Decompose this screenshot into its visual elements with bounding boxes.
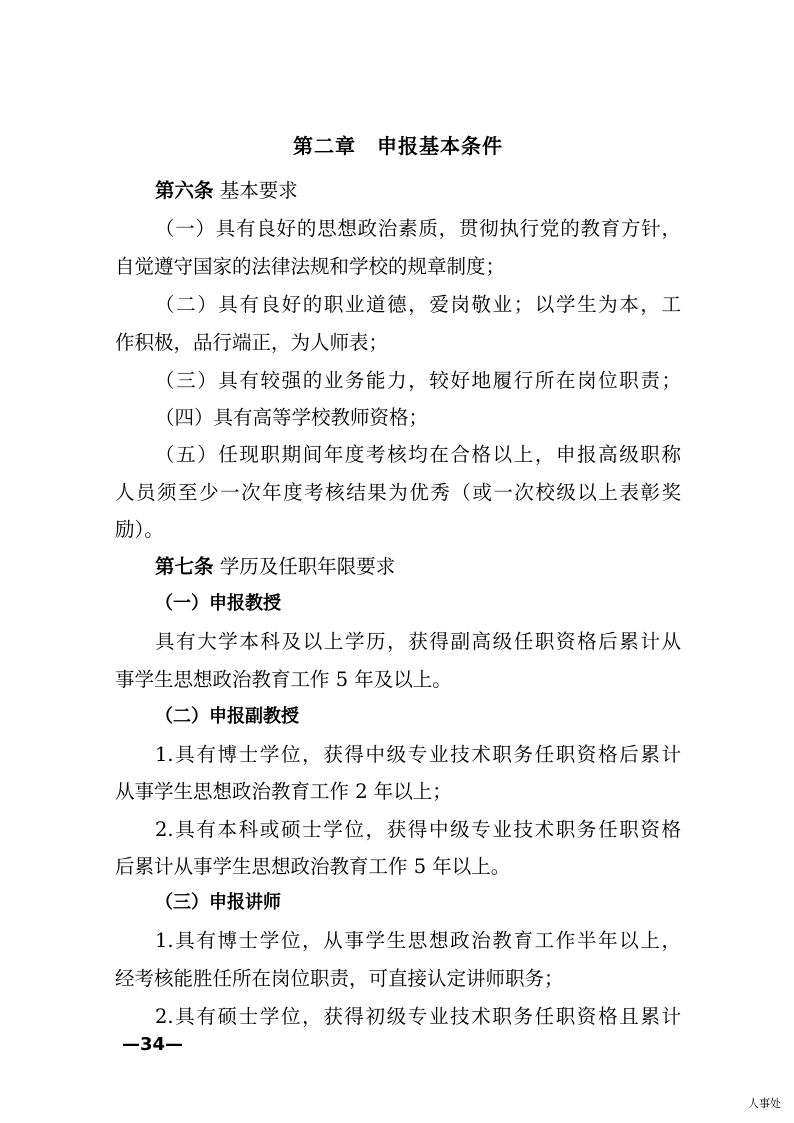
article-7-section3-p2-line1: 2.具有硕士学位，获得初级专业技术职务任职资格且累计 [155, 1005, 681, 1028]
article-6-item2-line2: 作积极，品行端正，为人师表； [115, 331, 389, 354]
article-6-heading-line [155, 176, 681, 206]
article-7-section3-p1-line2: 经考核能胜任所在岗位职责，可直接认定讲师职务； [115, 967, 564, 990]
article-7-section1-title: （一）申报教授 [155, 593, 281, 614]
article-7-heading-line [155, 552, 681, 582]
article-6-label: 第六条 [155, 179, 214, 202]
article-6-item1-line2: 自觉遵守国家的法律法规和学校的规章制度； [115, 255, 506, 278]
article-7-section2-p2-line2: 后累计从事学生思想政治教育工作 5 年以上。 [115, 855, 511, 878]
article-7-section2-p1-line2: 从事学生思想政治教育工作 2 年以上； [115, 780, 452, 803]
chapter-title: 第二章 申报基本条件 [293, 134, 503, 158]
document-page [115, 0, 681, 1123]
article-7-section2-p1-line1: 1.具有博士学位，获得中级专业技术职务任职资格后累计 [155, 743, 681, 766]
article-7-section1-line1: 具有大学本科及以上学历，获得副高级任职资格后累计从 [155, 630, 681, 653]
article-6-item5-line1: （五）任现职期间年度考核均在合格以上，申报高级职称 [155, 443, 681, 466]
article-7-section3-title: （三）申报讲师 [155, 892, 281, 913]
article-7-section2-p2-line1: 2.具有本科或硕士学位，获得中级专业技术职务任职资格 [155, 818, 681, 841]
article-7-section3-p1-line1: 1.具有博士学位，从事学生思想政治教育工作半年以上， [155, 929, 681, 952]
page-number: —34— [122, 1034, 184, 1055]
article-6-item5-line3: 励）。 [115, 518, 164, 541]
article-7-section1-line2: 事学生思想政治教育工作 5 年及以上。 [115, 668, 452, 691]
article-7-section2-title: （二）申报副教授 [155, 706, 299, 727]
article-6-item2-line1: （二）具有良好的职业道德，爱岗敬业；以学生为本，工 [155, 293, 681, 316]
article-6-item1-line1: （一）具有良好的思想政治素质，贯彻执行党的教育方针， [155, 217, 681, 240]
article-6-item4: （四）具有高等学校教师资格； [155, 406, 429, 429]
article-7-label: 第七条 [155, 555, 214, 578]
corner-label: 人事处 [748, 1097, 781, 1110]
article-6-item5-line2: 人员须至少一次年度考核结果为优秀（或一次校级以上表彰奖 [115, 481, 681, 504]
article-7-subtitle: 学历及任职年限要求 [219, 555, 396, 578]
article-6-item3: （三）具有较强的业务能力，较好地履行所在岗位职责； [155, 369, 681, 392]
article-6-subtitle: 基本要求 [219, 179, 298, 202]
